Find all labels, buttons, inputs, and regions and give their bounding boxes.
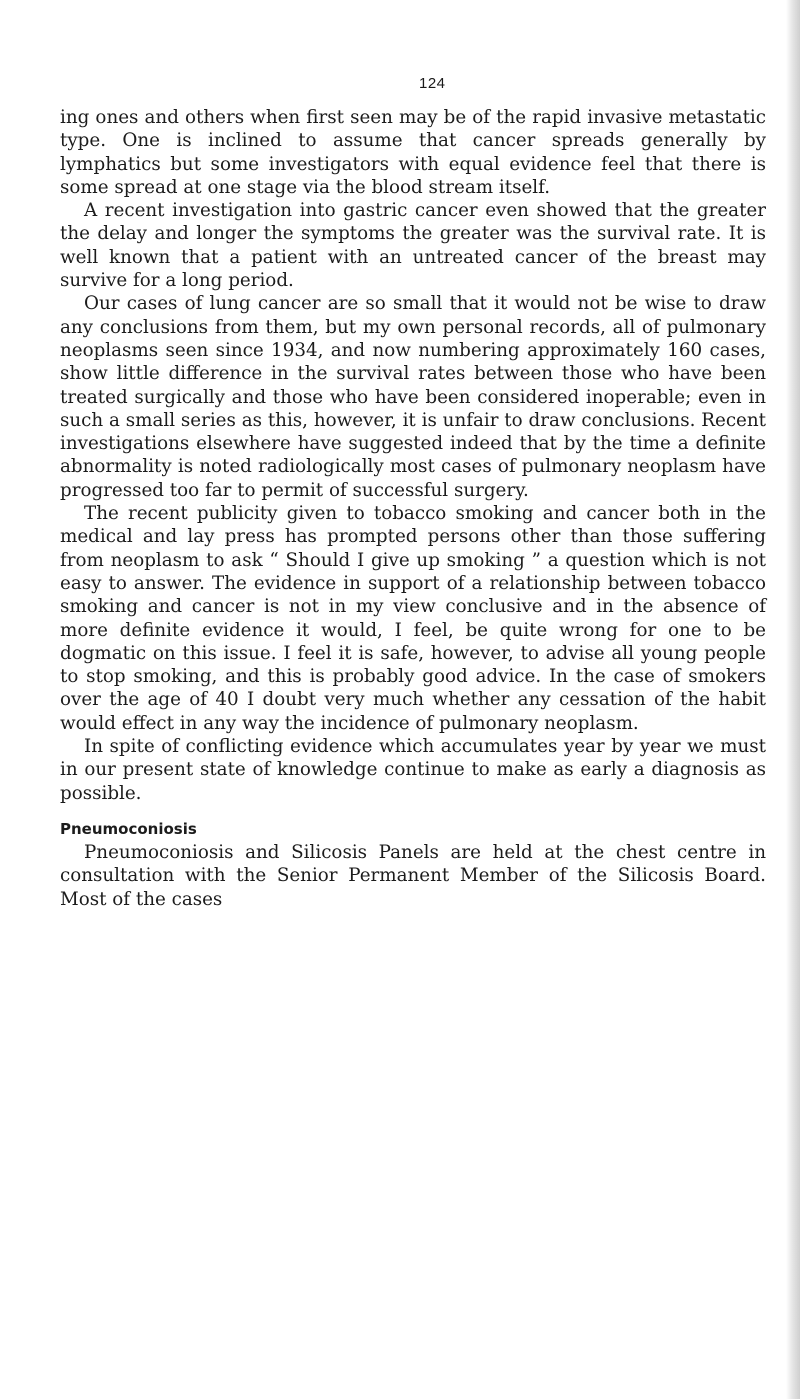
paragraph-continuation: ing ones and others when first seen may be of the rapid invasive metastatic type. One is inclined to assume that cancer spreads generally by lymphatics but some investigators with equal evidence feel that there is some spread at one stage via the blood stream itself. (60, 107, 766, 198)
section-heading-pneumoconiosis: Pneumoconiosis (60, 819, 197, 838)
paragraph-pneumoconiosis: Pneumoconiosis and Silicosis Panels are held at the chest centre in consultation with the Senior Permanent Member of the Silicosis Board. Most of the cases (60, 841, 766, 910)
page-edge-shadow (786, 0, 800, 1399)
paragraph-gastric-cancer: A recent investigation into gastric cancer even showed that the greater the delay and longer the symptoms the greater was the survival rate. It is well known that a patient with an untreated cancer of the breast may survive for a long period. (60, 200, 766, 292)
page-number: 124 (419, 75, 446, 92)
paragraph-early-diagnosis: In spite of conflicting evidence which accumulates year by year we must in our present state of knowledge continue to make as early a diagnosis as possible. (60, 736, 766, 804)
paragraph-lung-cancer: Our cases of lung cancer are so small that it would not be wise to draw any conclusions from them, but my own personal records, all of pulmonary neoplasms seen since 1934, and now numbering approximately 160 cases, show little difference in the survival rates between those who have been treated surgically and those who have been considered inoperable; even in such a small series as this, however, it is unfair to draw conclusions. Recent investigations elsewhere have suggested indeed that by the time a definite abnormality is noted radiologically most cases of pulmonary neoplasm have progressed too far to permit of successful surgery. (60, 293, 766, 501)
body-text (60, 106, 766, 911)
paragraph-tobacco-smoking: The recent publicity given to tobacco smoking and cancer both in the medical and lay press has prompted persons other than those suffering from neoplasm to ask “ Should I give up smoking ” a question which is not easy to answer. The evidence in support of a relationship between tobacco smoking and cancer is not in my view conclusive and in the absence of more definite evidence it would, I feel, be quite wrong for one to be dogmatic on this issue. I feel it is safe, however, to advise all young people to stop smoking, and this is probably good advice. In the case of smokers over the age of 40 I doubt very much whether any cessation of the habit would effect in any way the incidence of pulmonary neoplasm. (60, 503, 766, 734)
